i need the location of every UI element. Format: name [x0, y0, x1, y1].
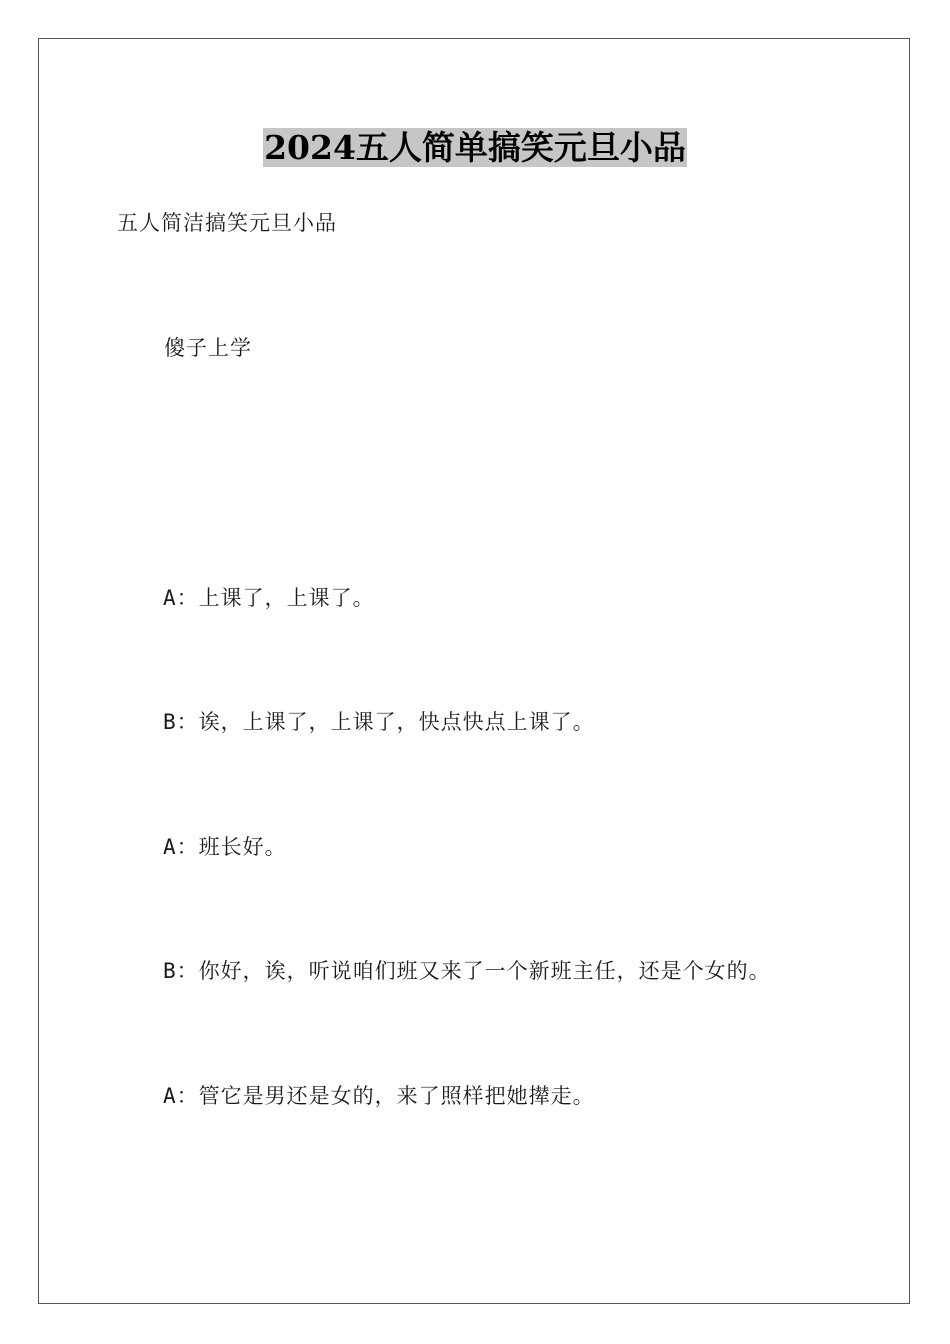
- document-title: [0, 127, 950, 169]
- dialogue-line: A：上课了，上课了。: [163, 586, 375, 610]
- dialogue-line: B：你好，诶，听说咱们班又来了一个新班主任，还是个女的。: [163, 959, 771, 983]
- section-heading: 傻子上学: [164, 336, 252, 360]
- document-subtitle: 五人简洁搞笑元旦小品: [117, 211, 337, 235]
- dialogue-line: B：诶，上课了，上课了，快点快点上课了。: [163, 710, 595, 734]
- dialogue-line: A：班长好。: [163, 835, 287, 859]
- document-title-text: 2024五人简单搞笑元旦小品: [264, 128, 686, 167]
- dialogue-line: A：管它是男还是女的，来了照样把她撵走。: [163, 1084, 595, 1108]
